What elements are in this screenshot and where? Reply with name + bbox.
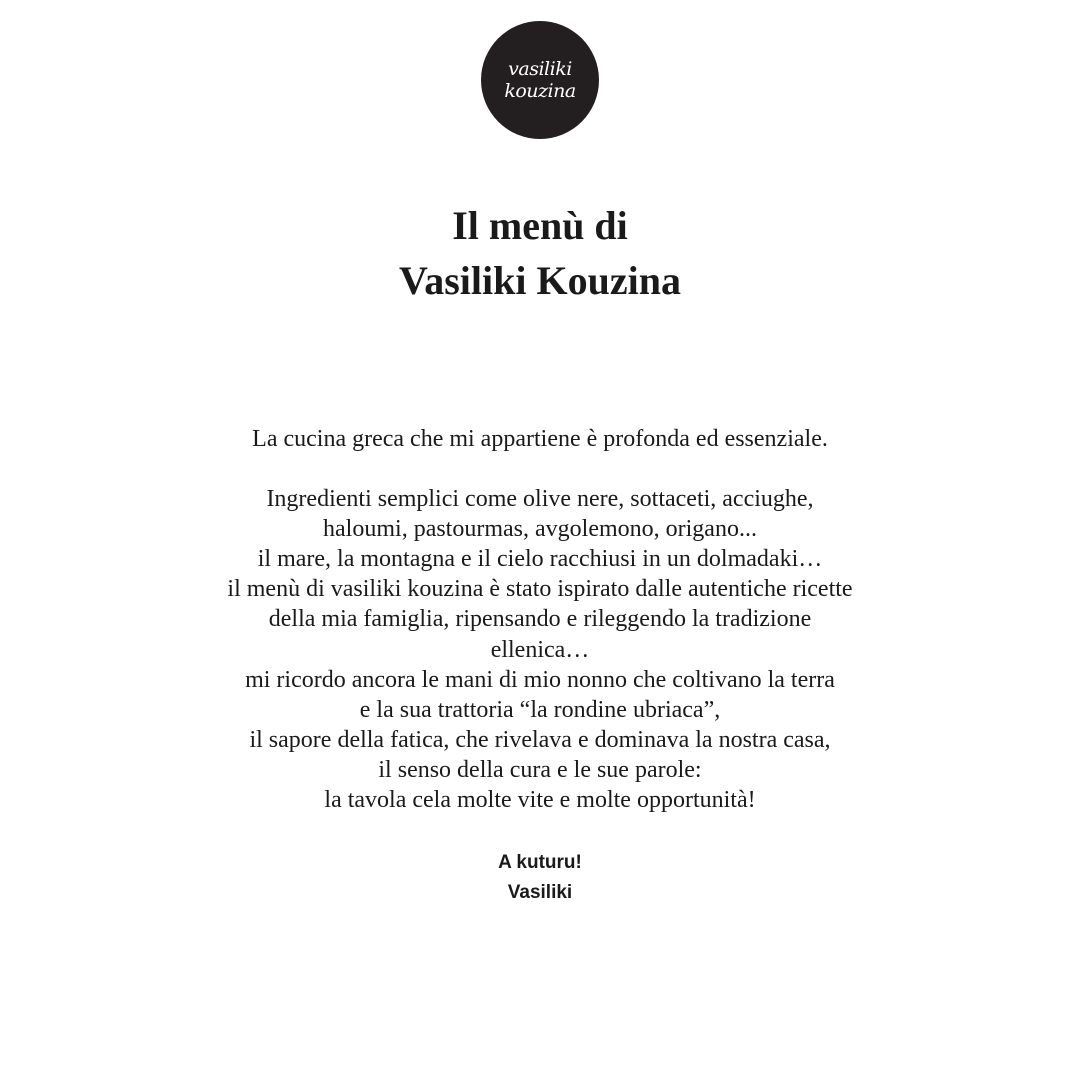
text-line: e la sua trattoria “la rondine ubriaca”, <box>359 696 721 723</box>
text-line: il menù di vasiliki kouzina è stato ispirato dalle autentiche ricette <box>227 576 853 603</box>
text-line: mi ricordo ancora le mani di mio nonno che coltivano la terra <box>245 666 835 693</box>
signature <box>0 848 1080 908</box>
title-line-1: Il menù di <box>452 203 628 248</box>
text-line: della mia famiglia, ripensando e rileggendo la tradizione <box>268 606 812 633</box>
logo <box>481 21 599 139</box>
text-line: Ingredienti semplici come olive nere, sottaceti, acciughe, <box>266 486 814 513</box>
text-line: haloumi, pastourmas, avgolemono, origano... <box>323 516 757 543</box>
intro-line: La cucina greca che mi appartiene è profonda ed essenziale. <box>252 426 828 452</box>
text-line: il sapore della fatica, che rivelava e dominava la nostra casa, <box>249 726 831 753</box>
title-line-2: Vasiliki Kouzina <box>399 258 681 303</box>
text-line: ellenica… <box>490 636 590 663</box>
page-title <box>0 198 1080 308</box>
text-line: il mare, la montagna e il cielo racchiusi in un dolmadaki… <box>257 546 823 573</box>
logo-line-1: vasiliki <box>508 58 572 80</box>
text-line: la tavola cela molte vite e molte opportunità! <box>324 787 756 814</box>
text-line: il senso della cura e le sue parole: <box>378 756 702 783</box>
logo-line-2: kouzina <box>504 80 576 102</box>
signature-greeting: A kuturu! <box>498 852 582 873</box>
menu-intro-text <box>0 424 1080 815</box>
signature-name: Vasiliki <box>507 882 573 903</box>
